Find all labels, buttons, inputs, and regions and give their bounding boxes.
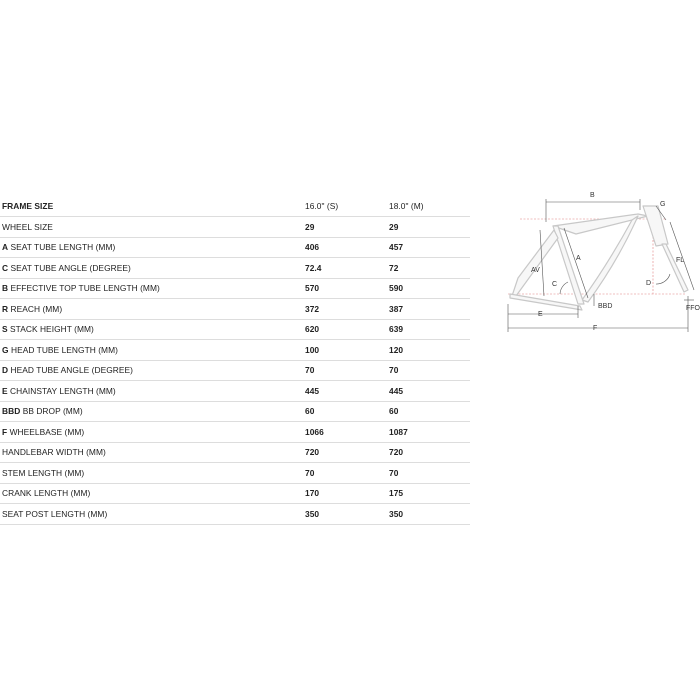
chain-stay bbox=[510, 294, 582, 310]
frame-size-heading: FRAME SIZE bbox=[0, 196, 303, 217]
row-label-text: HEAD TUBE ANGLE (DEGREE) bbox=[10, 365, 134, 376]
row-label-text: HANDLEBAR WIDTH (MM) bbox=[2, 447, 106, 458]
row-label-text: WHEELBASE (MM) bbox=[9, 426, 85, 437]
size-s-heading: 16.0" (S) bbox=[303, 196, 387, 217]
row-label-text: HEAD TUBE LENGTH (MM) bbox=[10, 344, 118, 355]
row-code: F bbox=[2, 426, 8, 437]
value-size-m: 175 bbox=[387, 483, 470, 504]
value-size-s: 406 bbox=[303, 237, 387, 258]
row-label bbox=[0, 483, 303, 504]
angle-d-arc bbox=[656, 274, 670, 284]
head-tube bbox=[643, 206, 668, 246]
value-size-m: 29 bbox=[387, 217, 470, 238]
table-row bbox=[0, 463, 470, 484]
value-size-m: 639 bbox=[387, 319, 470, 340]
value-size-m: 70 bbox=[387, 360, 470, 381]
row-label-text: SEAT POST LENGTH (MM) bbox=[2, 508, 108, 519]
row-label-text: CRANK LENGTH (MM) bbox=[2, 488, 91, 499]
frame-diagram-svg bbox=[498, 186, 700, 336]
label-b: B bbox=[590, 192, 595, 199]
row-code: A bbox=[2, 242, 9, 253]
row-label bbox=[0, 217, 303, 238]
table-row bbox=[0, 217, 470, 238]
table-row bbox=[0, 360, 470, 381]
row-code: D bbox=[2, 365, 9, 376]
size-m-heading: 18.0" (M) bbox=[387, 196, 470, 217]
value-size-m: 120 bbox=[387, 340, 470, 361]
row-label bbox=[0, 258, 303, 279]
table-row bbox=[0, 422, 470, 443]
row-label-text: EFFECTIVE TOP TUBE LENGTH (MM) bbox=[10, 283, 160, 294]
table-row bbox=[0, 319, 470, 340]
value-size-m: 60 bbox=[387, 401, 470, 422]
label-f: F bbox=[593, 325, 598, 332]
value-size-m: 70 bbox=[387, 463, 470, 484]
row-label bbox=[0, 278, 303, 299]
row-label bbox=[0, 442, 303, 463]
value-size-m: 590 bbox=[387, 278, 470, 299]
table-row bbox=[0, 401, 470, 422]
table-header-row bbox=[0, 196, 470, 217]
row-label-text: REACH (MM) bbox=[10, 303, 63, 314]
label-c: C bbox=[552, 281, 558, 288]
value-size-s: 350 bbox=[303, 504, 387, 525]
value-size-m: 387 bbox=[387, 299, 470, 320]
value-size-s: 29 bbox=[303, 217, 387, 238]
row-label bbox=[0, 299, 303, 320]
table-row bbox=[0, 381, 470, 402]
frame-geometry-diagram bbox=[498, 186, 700, 336]
value-size-s: 70 bbox=[303, 360, 387, 381]
value-size-s: 70 bbox=[303, 463, 387, 484]
row-label bbox=[0, 340, 303, 361]
row-label bbox=[0, 401, 303, 422]
value-size-m: 350 bbox=[387, 504, 470, 525]
label-av: AV bbox=[531, 267, 540, 274]
geometry-table bbox=[0, 196, 470, 525]
row-label bbox=[0, 237, 303, 258]
row-label bbox=[0, 504, 303, 525]
value-size-s: 60 bbox=[303, 401, 387, 422]
label-d: D bbox=[646, 280, 652, 287]
table-row bbox=[0, 237, 470, 258]
label-bbd: BBD bbox=[598, 303, 613, 310]
table-row bbox=[0, 278, 470, 299]
table-row bbox=[0, 340, 470, 361]
row-label bbox=[0, 381, 303, 402]
value-size-s: 570 bbox=[303, 278, 387, 299]
value-size-s: 720 bbox=[303, 442, 387, 463]
row-label-text: SEAT TUBE LENGTH (MM) bbox=[10, 242, 116, 253]
row-code: S bbox=[2, 324, 8, 335]
label-a: A bbox=[576, 255, 581, 262]
row-label-text: WHEEL SIZE bbox=[2, 221, 53, 232]
row-label bbox=[0, 360, 303, 381]
row-label-text: CHAINSTAY LENGTH (MM) bbox=[10, 385, 116, 396]
value-size-m: 457 bbox=[387, 237, 470, 258]
value-size-s: 372 bbox=[303, 299, 387, 320]
table-row bbox=[0, 299, 470, 320]
value-size-s: 100 bbox=[303, 340, 387, 361]
row-label-text: STEM LENGTH (MM) bbox=[2, 467, 85, 478]
row-label-text: STACK HEIGHT (MM) bbox=[10, 324, 94, 335]
label-ffo: FFO bbox=[686, 305, 700, 312]
angle-c-arc bbox=[560, 282, 568, 294]
row-label-text: SEAT TUBE ANGLE (DEGREE) bbox=[10, 262, 131, 273]
row-code: G bbox=[2, 344, 9, 355]
row-label-text: BB DROP (MM) bbox=[22, 406, 83, 417]
label-g: G bbox=[660, 201, 666, 208]
row-code: C bbox=[2, 262, 9, 273]
bike-frame bbox=[510, 206, 688, 310]
row-label bbox=[0, 463, 303, 484]
value-size-s: 72.4 bbox=[303, 258, 387, 279]
row-label bbox=[0, 422, 303, 443]
table-row bbox=[0, 483, 470, 504]
value-size-m: 445 bbox=[387, 381, 470, 402]
label-fl: FL bbox=[676, 257, 685, 264]
value-size-s: 620 bbox=[303, 319, 387, 340]
value-size-m: 72 bbox=[387, 258, 470, 279]
label-e: E bbox=[538, 311, 543, 318]
value-size-s: 445 bbox=[303, 381, 387, 402]
table-row bbox=[0, 442, 470, 463]
value-size-s: 170 bbox=[303, 483, 387, 504]
table-row bbox=[0, 258, 470, 279]
value-size-s: 1066 bbox=[303, 422, 387, 443]
row-label bbox=[0, 319, 303, 340]
row-code: R bbox=[2, 303, 9, 314]
row-code: BBD bbox=[2, 406, 21, 417]
row-code: B bbox=[2, 283, 9, 294]
value-size-m: 720 bbox=[387, 442, 470, 463]
row-code: E bbox=[2, 385, 8, 396]
fork bbox=[662, 244, 688, 292]
table-row bbox=[0, 504, 470, 525]
value-size-m: 1087 bbox=[387, 422, 470, 443]
